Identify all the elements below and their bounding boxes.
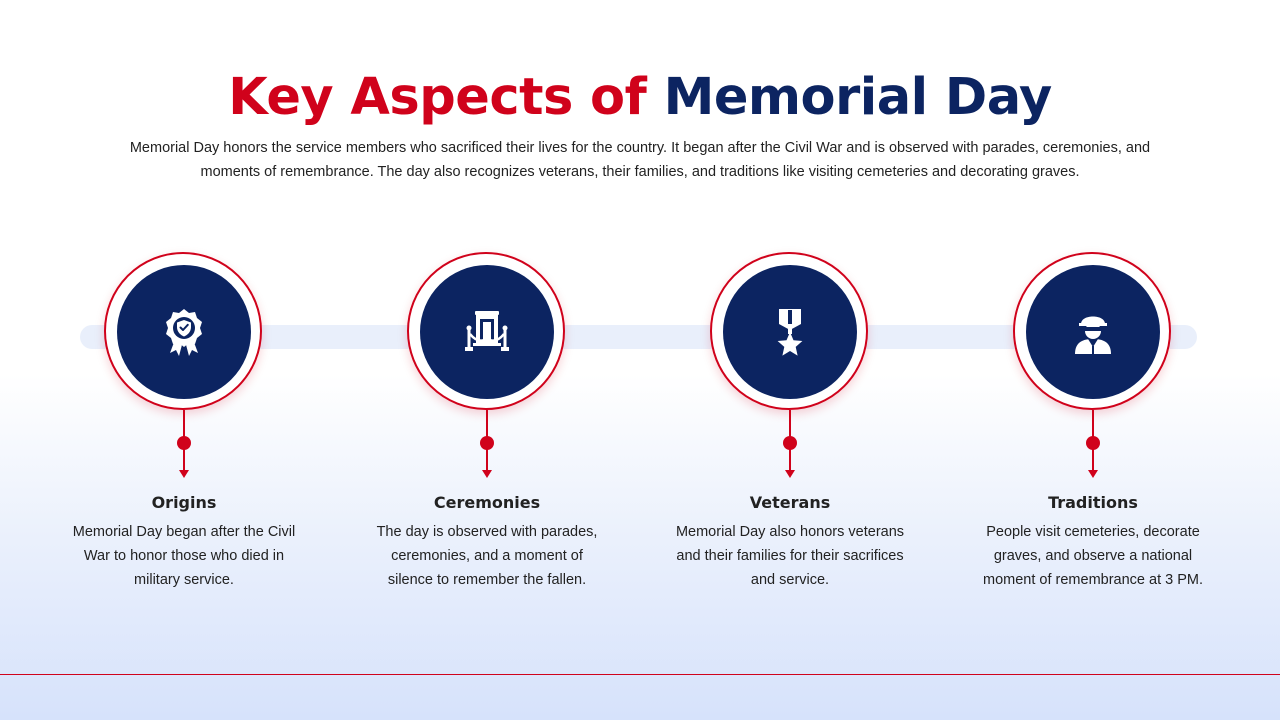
step-arrow-icon bbox=[482, 470, 492, 478]
step-title: Origins bbox=[151, 493, 217, 512]
footer-divider bbox=[0, 674, 1280, 675]
step-arrow-icon bbox=[179, 470, 189, 478]
step-description: The day is observed with parades, ceremonies, and a moment of silence to remember the fallen. bbox=[376, 524, 598, 588]
step-icon-disc bbox=[1026, 265, 1160, 399]
step-title: Traditions bbox=[1048, 493, 1138, 512]
memorial-barrier-icon bbox=[464, 309, 510, 355]
step-dot bbox=[783, 436, 797, 450]
step-arrow-icon bbox=[785, 470, 795, 478]
step-description: Memorial Day also honors veterans and their families for their sacrifices and service. bbox=[675, 524, 905, 588]
award-badge-icon bbox=[162, 307, 206, 357]
page-title bbox=[0, 66, 1280, 130]
step-icon-disc bbox=[723, 265, 857, 399]
step-icon-disc bbox=[117, 265, 251, 399]
step-title: Ceremonies bbox=[433, 493, 541, 512]
medal-star-icon bbox=[773, 307, 807, 357]
step-arrow-icon bbox=[1088, 470, 1098, 478]
step-dot bbox=[1086, 436, 1100, 450]
step-dot bbox=[177, 436, 191, 450]
step-description: Memorial Day began after the Civil War to honor those who died in military service. bbox=[72, 524, 296, 588]
step-dot bbox=[480, 436, 494, 450]
title-accent: Key Aspects of bbox=[228, 68, 647, 127]
step-description: People visit cemeteries, decorate graves, and observe a national moment of remembrance at 3 PM. bbox=[983, 524, 1203, 588]
step-title: Veterans bbox=[749, 493, 831, 512]
soldier-icon bbox=[1071, 308, 1115, 356]
step-icon-disc bbox=[420, 265, 554, 399]
title-main: Memorial Day bbox=[663, 68, 1052, 127]
page-subtitle: Memorial Day honors the service members who sacrificed their lives for the country. It began after the Civil War and is observed with parades, ceremonies, and moments of remembrance. The day also recognizes veterans, their families, and traditions like visiting cemeteries and decorating graves. bbox=[129, 140, 1151, 180]
